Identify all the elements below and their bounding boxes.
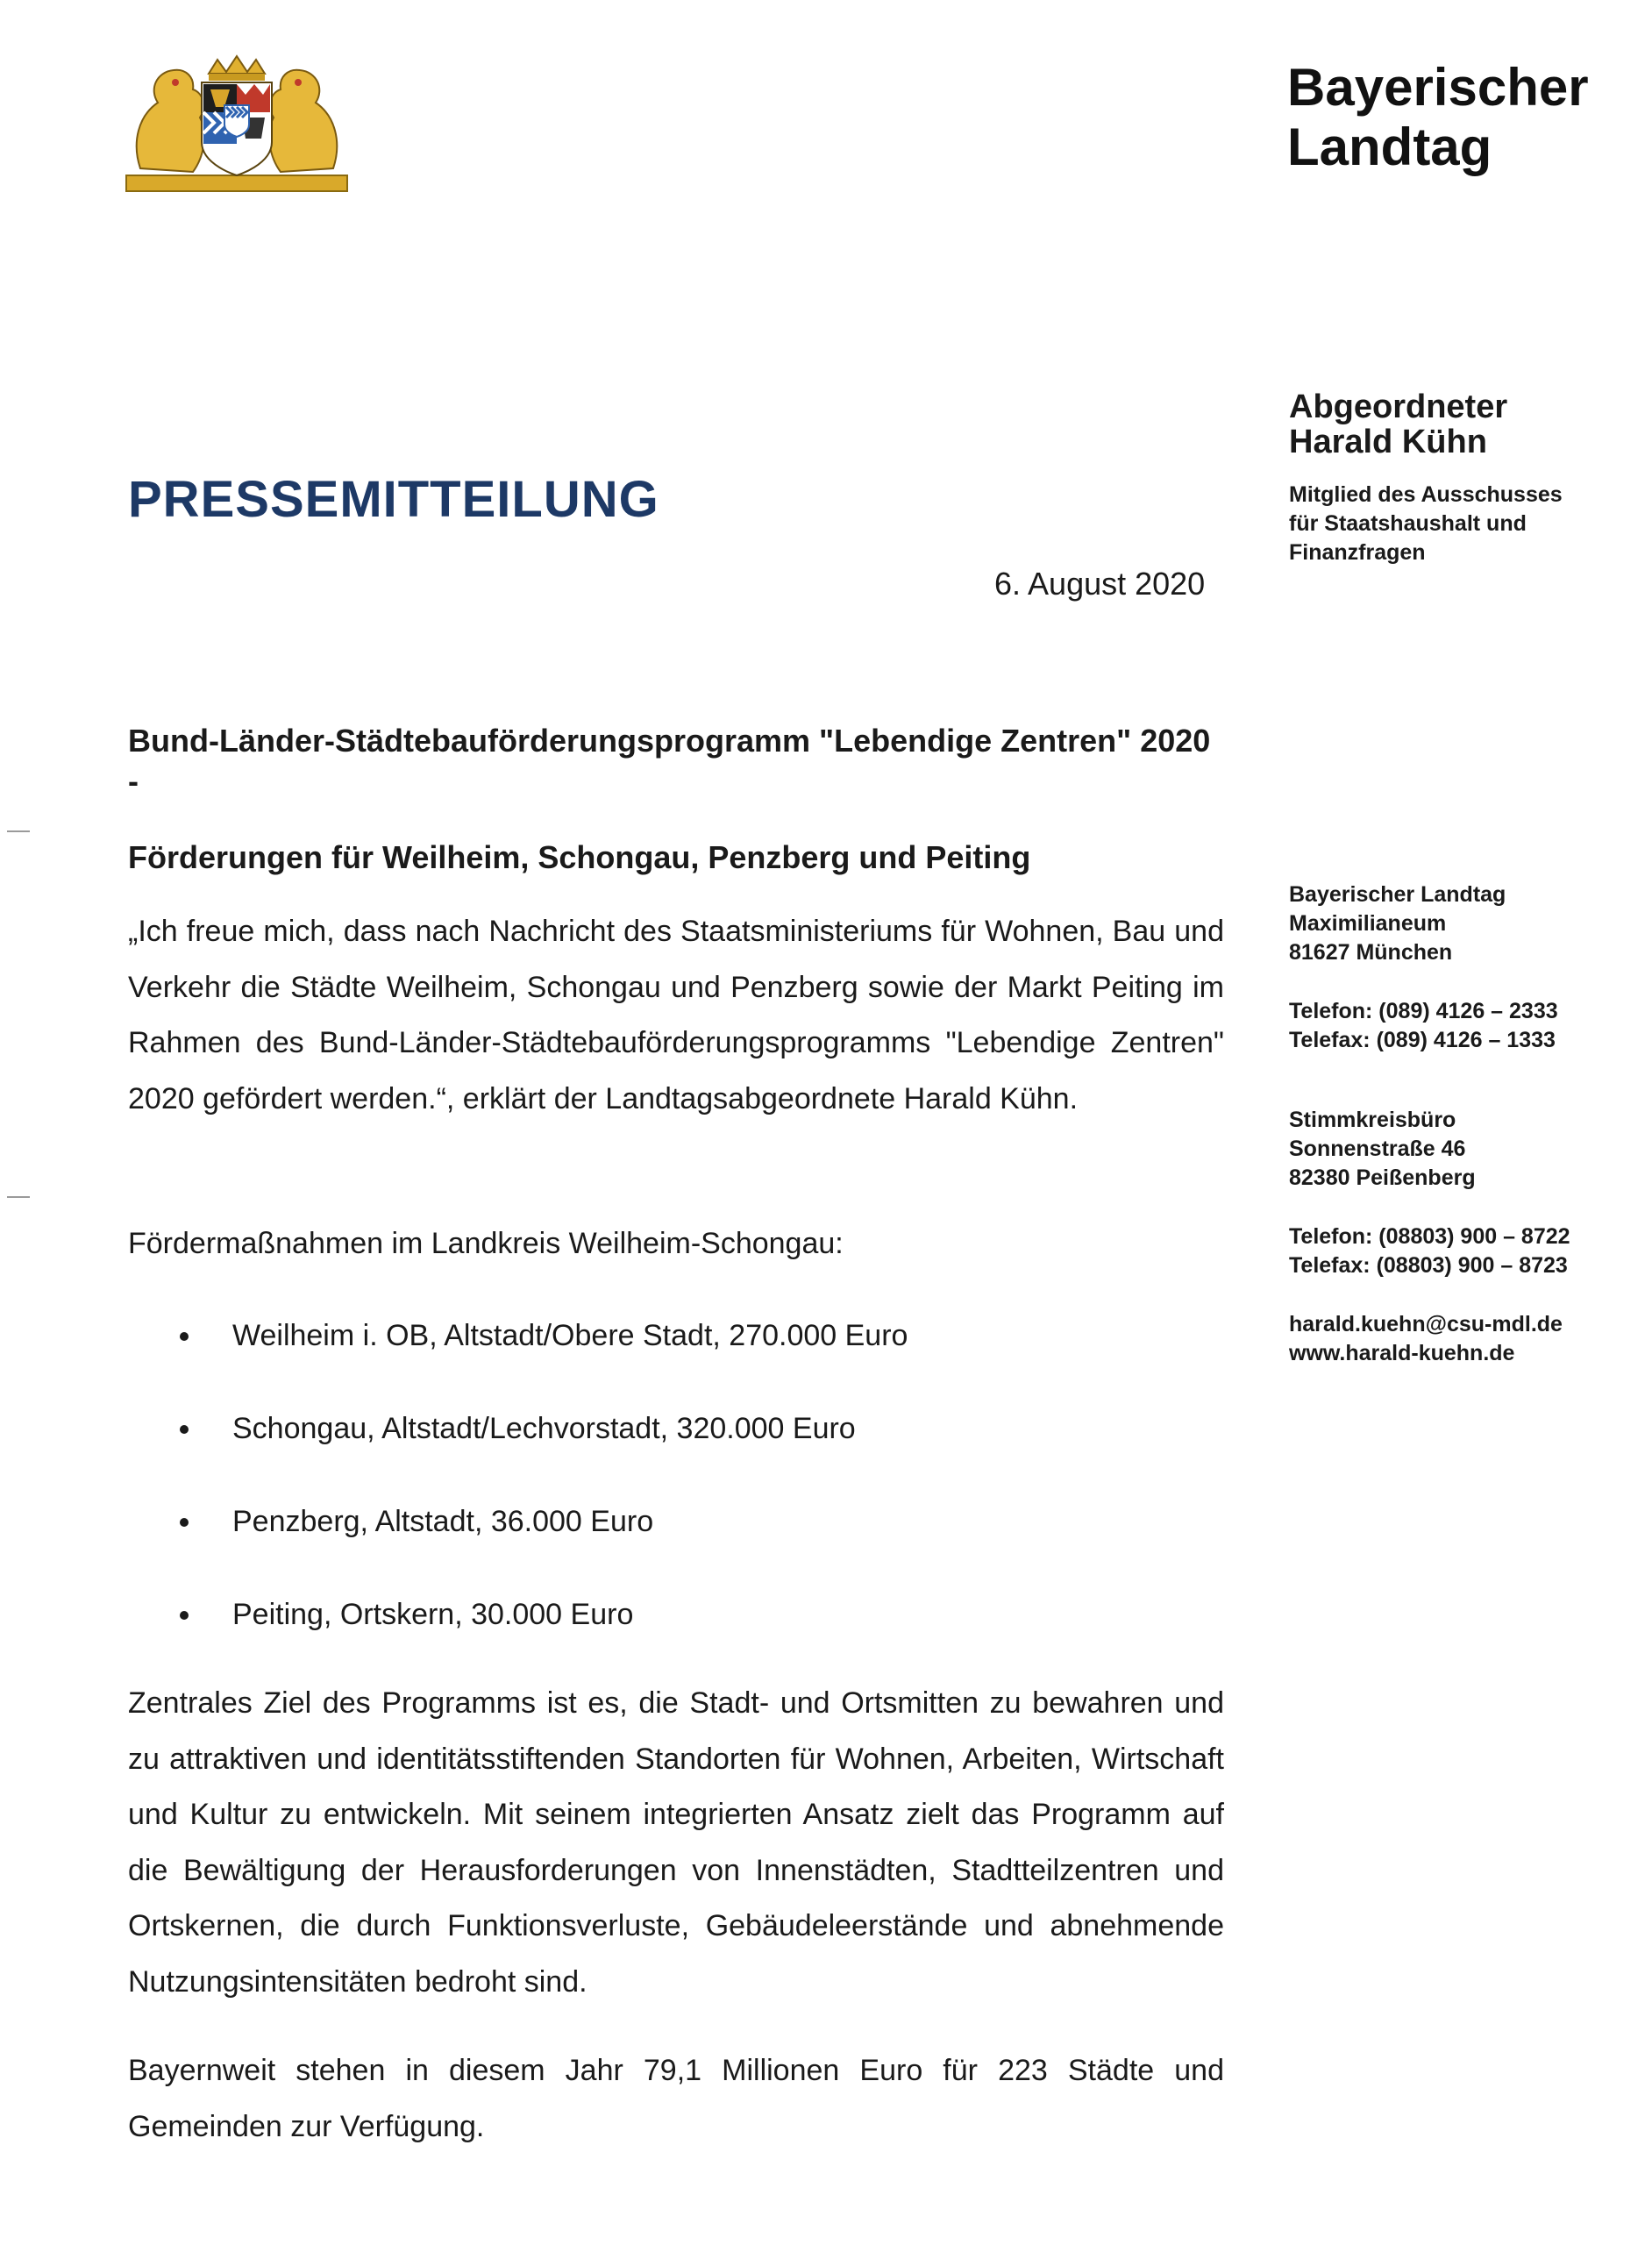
fax-line: Telefax: (089) 4126 – 1333 — [1289, 1028, 1556, 1052]
headline-program: Bund-Länder-Städtebauförderungsprogramm "Lebendige Zentren" 2020 - — [128, 723, 1211, 799]
fold-mark — [7, 1196, 30, 1198]
office-phone — [1289, 1222, 1640, 1280]
list-item — [180, 1584, 1144, 1677]
landtag-phone — [1289, 997, 1640, 1055]
phone-line: Telefon: (08803) 900 – 8722 — [1289, 1224, 1570, 1249]
bullet-icon — [180, 1425, 189, 1434]
list-item-text: Penzberg, Altstadt, 36.000 Euro — [232, 1505, 654, 1538]
website-link[interactable]: www.harald-kuehn.de — [1289, 1341, 1515, 1365]
web-contact — [1289, 1310, 1640, 1368]
address-line: Bayerischer Landtag — [1289, 882, 1506, 907]
fold-mark — [7, 830, 30, 832]
list-item-text: Weilheim i. OB, Altstadt/Obere Stadt, 270.000 Euro — [232, 1319, 908, 1352]
list-item — [180, 1305, 1144, 1398]
landtag-address — [1289, 880, 1640, 967]
member-name-line: Harald Kühn — [1289, 424, 1487, 460]
release-date: 6. August 2020 — [994, 566, 1206, 602]
measures-intro: Fördermaßnahmen im Landkreis Weilheim-Schongau: — [128, 1227, 844, 1260]
quote-paragraph: „Ich freue mich, dass nach Nachricht des Staatsministeriums für Wohnen, Bau und Verkehr die Städte Weilheim, Schongau und Penzberg sowie der Markt Peiting im Rahmen des Bund-Länder-Städtebauförderungsprogramms "Lebendige Zentren" 2020 gefördert werden.“, erklärt der Landtagsabgeordnete Harald Kühn. — [128, 915, 1224, 1115]
headline-funding: Förderungen für Weilheim, Schongau, Penzberg und Peiting — [128, 839, 1031, 875]
landtag-wordmark — [1287, 58, 1638, 177]
page-title: PRESSEMITTEILUNG — [128, 471, 659, 528]
member-role — [1289, 481, 1640, 567]
fax-line: Telefax: (08803) 900 – 8723 — [1289, 1253, 1568, 1278]
address-line: Sonnenstraße 46 — [1289, 1137, 1466, 1161]
email-link[interactable]: harald.kuehn@csu-mdl.de — [1289, 1312, 1563, 1336]
address-line: 81627 München — [1289, 940, 1453, 965]
bullet-icon — [180, 1332, 189, 1341]
phone-line: Telefon: (089) 4126 – 2333 — [1289, 999, 1558, 1023]
office-address — [1289, 1106, 1640, 1193]
member-name-line: Abgeordneter — [1289, 388, 1508, 425]
wordmark-line: Bayerischer — [1287, 58, 1589, 117]
bavarian-coat-of-arms-icon — [123, 54, 351, 195]
member-info — [1289, 389, 1640, 567]
member-role-line: Finanzfragen — [1289, 540, 1426, 565]
wordmark-line: Landtag — [1287, 118, 1492, 176]
list-item-text: Schongau, Altstadt/Lechvorstadt, 320.000 Euro — [232, 1412, 856, 1445]
program-goal-paragraph: Zentrales Ziel des Programms ist es, die Stadt- und Ortsmitten zu bewahren und zu attraktiven und identitätsstiftenden Standorten für Wohnen, Arbeiten, Wirtschaft und Kultur zu entwickeln. Mit seinem integrierten Ansatz zielt das Programm auf die Bewältigung der Herausforderungen von Innenstädten, Stadtteilzentren und Ortskernen, die durch Funktionsverluste, Gebäudeleerstände und abnehmende Nutzungsintensitäten bedroht sind. — [128, 1686, 1224, 1999]
address-line: 82380 Peißenberg — [1289, 1165, 1476, 1190]
address-line: Stimmkreisbüro — [1289, 1108, 1456, 1132]
member-name — [1289, 389, 1640, 460]
list-item — [180, 1491, 1144, 1584]
contact-sidebar — [1289, 880, 1640, 1398]
member-role-line: für Staatshaushalt und — [1289, 511, 1527, 536]
budget-paragraph: Bayernweit stehen in diesem Jahr 79,1 Millionen Euro für 223 Städte und Gemeinden zur Verfügung. — [128, 2054, 1224, 2143]
list-item — [180, 1398, 1144, 1491]
bullet-icon — [180, 1611, 189, 1620]
list-item-text: Peiting, Ortskern, 30.000 Euro — [232, 1598, 634, 1631]
member-role-line: Mitglied des Ausschusses — [1289, 482, 1563, 507]
address-line: Maximilianeum — [1289, 911, 1447, 936]
measures-list — [180, 1305, 1144, 1677]
bullet-icon — [180, 1518, 189, 1527]
